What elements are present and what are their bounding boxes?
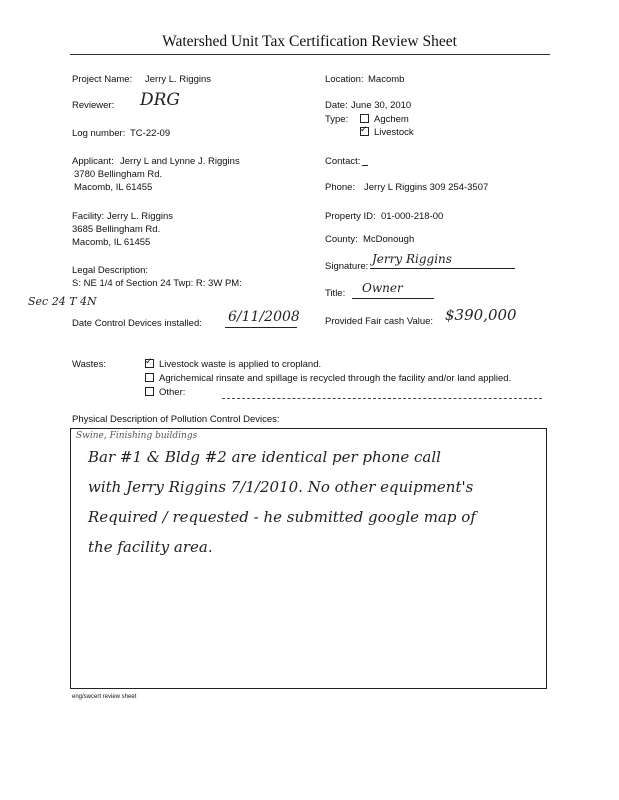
wastes-label: Wastes: (72, 359, 106, 370)
waste-option-agrichemical (145, 373, 511, 385)
signature-value: Jerry Riggins (372, 252, 452, 266)
location-value: Macomb (368, 74, 405, 85)
project-name-label: Project Name: (72, 74, 133, 85)
handwritten-line-4: the facility area. (88, 538, 213, 556)
reviewer-label: Reviewer: (72, 100, 115, 111)
waste-other-label: Other: (159, 387, 186, 398)
date-label: Date: (325, 100, 348, 111)
waste-livestock-checkbox[interactable] (145, 359, 154, 368)
waste-other-line (222, 398, 542, 399)
physical-description-box-bottom (70, 688, 546, 689)
phone-value: Jerry L Riggins 309 254-3507 (364, 182, 489, 193)
agchem-label: Agchem (374, 114, 409, 125)
title-value: Owner (362, 281, 403, 295)
county-value: McDonough (363, 234, 415, 245)
property-id-label: Property ID: (325, 211, 376, 222)
handwritten-line-2: with Jerry Riggins 7/1/2010. No other equipment's (88, 478, 474, 496)
waste-livestock-label: Livestock waste is applied to cropland. (159, 359, 322, 370)
log-number-label: Log number: (72, 128, 126, 139)
project-name-value: Jerry L. Riggins (145, 74, 211, 85)
property-id-value: 01-000-218-00 (381, 211, 444, 222)
livestock-checkbox[interactable] (360, 127, 369, 136)
reviewer-initials: DRG (140, 90, 181, 110)
handwritten-line-3: Required / requested - he submitted google map of (88, 508, 476, 526)
waste-other-checkbox[interactable] (145, 387, 154, 396)
physical-description-box (70, 428, 547, 689)
footer-note: eng/swcert review sheet (72, 694, 137, 700)
type-label: Type: (325, 114, 349, 125)
legal-margin-note: Sec 24 T 4N (28, 295, 97, 308)
facility-street: 3685 Bellingham Rd. (72, 224, 161, 235)
date-value: June 30, 2010 (351, 100, 412, 111)
location-label: Location: (325, 74, 364, 85)
waste-agrichemical-checkbox[interactable] (145, 373, 154, 382)
title-line (352, 298, 434, 299)
applicant-city: Macomb, IL 61455 (74, 182, 153, 193)
waste-agrichemical-label: Agrichemical rinsate and spillage is recycled through the facility and/or land applied. (159, 373, 512, 384)
title-underline (70, 54, 550, 55)
county-label: County: (325, 234, 358, 245)
physical-description-label: Physical Description of Pollution Control Devices: (72, 414, 280, 425)
waste-option-livestock (145, 359, 321, 371)
applicant-label: Applicant: (72, 156, 114, 167)
phone-label: Phone: (325, 182, 356, 193)
legal-description-value: S: NE 1/4 of Section 24 Twp: R: 3W PM: (72, 278, 242, 289)
fair-cash-value: $390,000 (445, 306, 517, 324)
date-installed-label: Date Control Devices installed: (72, 318, 202, 329)
signature-line (370, 268, 515, 269)
waste-option-other (145, 387, 185, 399)
page-title: Watershed Unit Tax Certification Review Sheet (162, 33, 457, 50)
agchem-checkbox[interactable] (360, 114, 369, 123)
contact-line (362, 165, 368, 166)
applicant-name: Jerry L and Lynne J. Riggins (120, 156, 240, 167)
facility-name: Jerry L. Riggins (107, 211, 173, 222)
type-livestock-option (360, 127, 414, 139)
date-installed-value: 6/11/2008 (228, 309, 300, 325)
contact-label: Contact: (325, 156, 361, 167)
livestock-label: Livestock (374, 127, 414, 138)
facility-city: Macomb, IL 61455 (72, 237, 151, 248)
signature-label: Signature: (325, 261, 369, 272)
applicant-street: 3780 Bellingham Rd. (74, 169, 163, 180)
facility-label: Facility: (72, 211, 105, 222)
log-number-value: TC-22-09 (130, 128, 171, 139)
fair-cash-label: Provided Fair cash Value: (325, 316, 434, 327)
date-installed-line (225, 327, 297, 328)
physical-typed-note: Swine, Finishing buildings (76, 431, 198, 441)
title-label: Title: (325, 288, 346, 299)
legal-description-label: Legal Description: (72, 265, 149, 276)
handwritten-line-1: Bar #1 & Bldg #2 are identical per phone call (88, 448, 441, 466)
